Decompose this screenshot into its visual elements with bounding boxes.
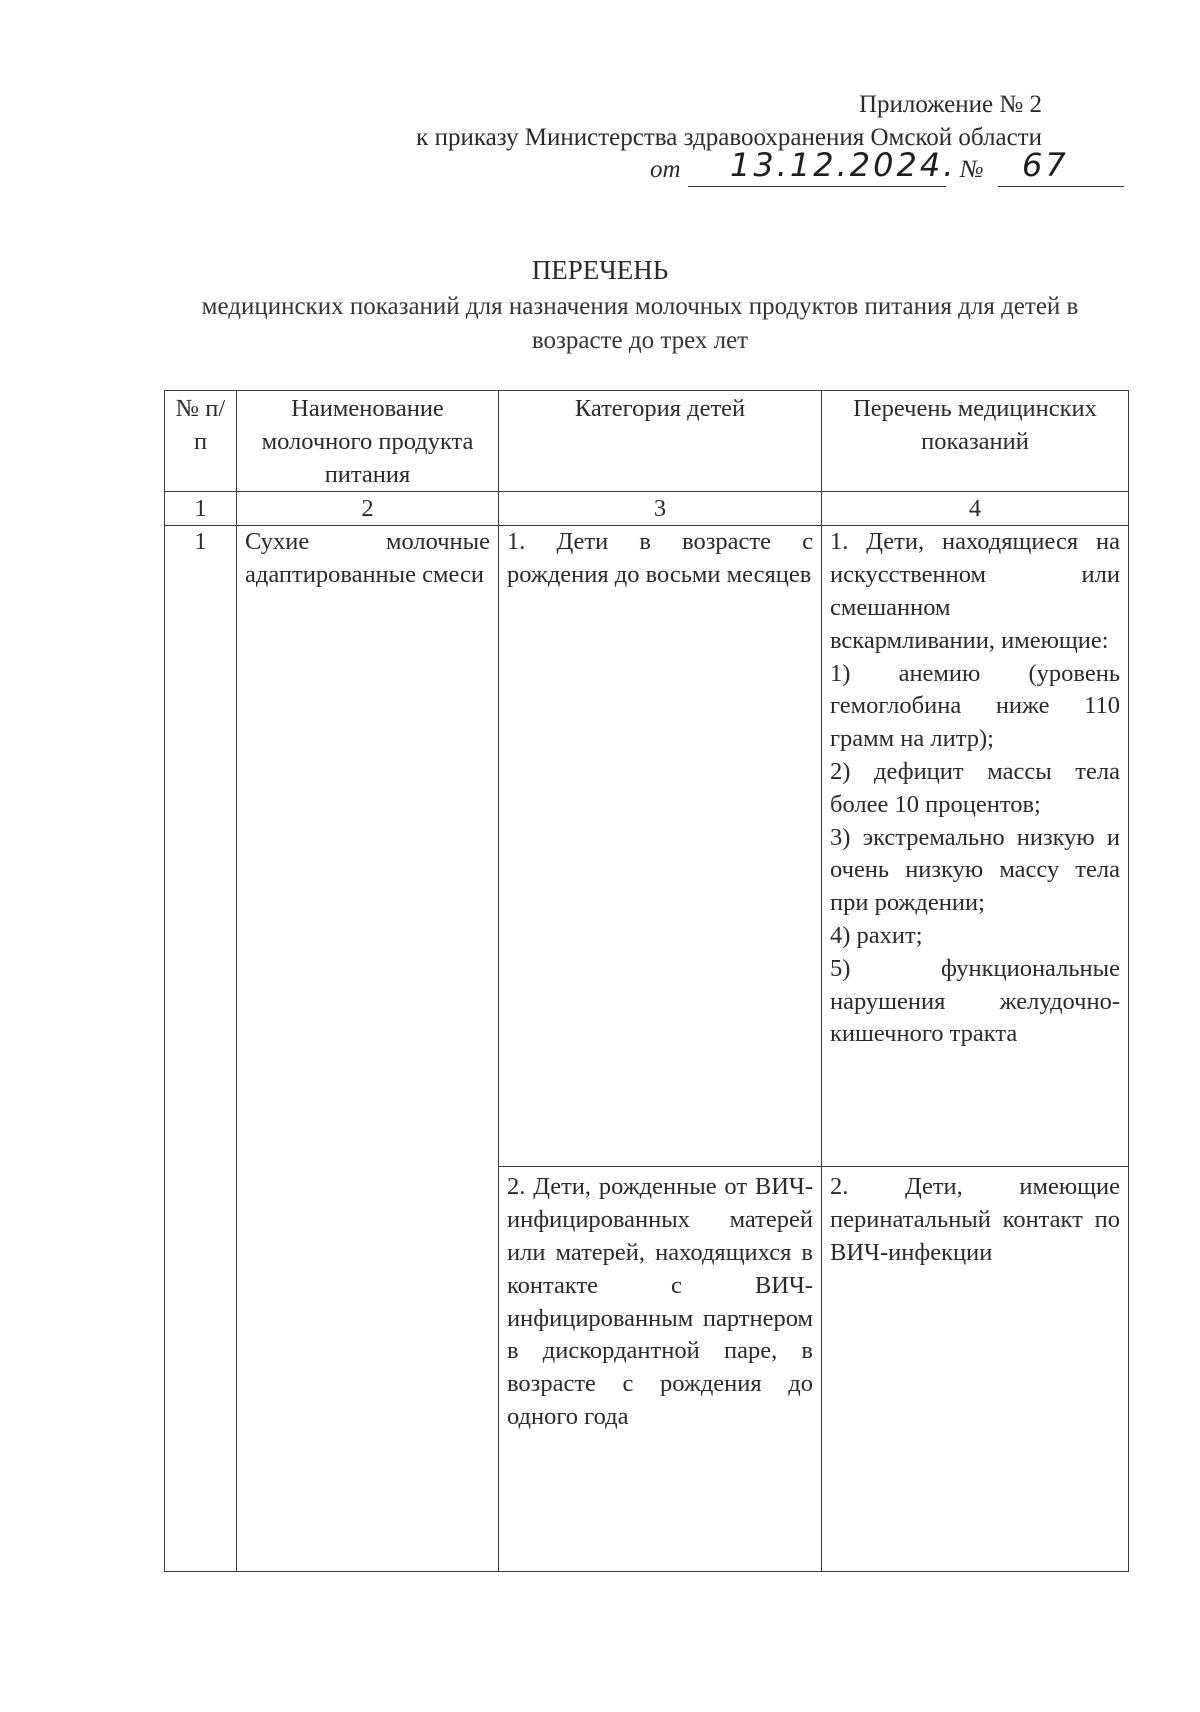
header-product: Наименование молочного продукта питания — [237, 391, 499, 492]
date-underline — [688, 186, 946, 187]
indication-item: 3) экстремально низкую и очень низкую массу тела при рождении; — [830, 823, 1120, 917]
column-number: 1 — [165, 492, 237, 526]
indication-item: 1) анемию (уровень гемоглобина ниже 110 грамм на литр); — [830, 659, 1120, 753]
number-label: № — [960, 156, 984, 183]
document-title: ПЕРЕЧЕНЬ — [531, 255, 669, 285]
indication-item: 2) дефицит массы тела более 10 процентов; — [830, 757, 1120, 818]
number-underline — [998, 186, 1124, 187]
row-number: 1 — [165, 526, 237, 1572]
indications-intro: 1. Дети, находящиеся на искусственном или смешанном вскармливании, имеющие: — [830, 528, 1120, 654]
indication-item: 5) функциональные нарушения желудочно-кишечного тракта — [830, 954, 1120, 1048]
document-subtitle: медицинских показаний для назначения молочных продуктов питания для детей в возрасте до трех лет — [201, 293, 1079, 354]
order-reference: к приказу Министерства здравоохранения Омской области — [416, 124, 1042, 151]
handwritten-number: 67 — [1022, 146, 1069, 184]
appendix-header — [416, 88, 1042, 154]
handwritten-date: 13.12.2024. — [730, 146, 957, 184]
column-number-row — [165, 492, 1129, 526]
indications-cell: 2. Дети, имеющие перинатальный контакт по ВИЧ-инфекции — [822, 1167, 1129, 1572]
header-category: Категория детей — [499, 391, 822, 492]
order-date-number-line — [650, 146, 1125, 192]
category-cell: 1. Дети в возрасте с рождения до восьми месяцев — [499, 526, 822, 1167]
header-num: № п/п — [165, 391, 237, 492]
header-indications: Перечень медицинских показаний — [822, 391, 1129, 492]
product-name: Сухие молочные адаптированные смеси — [237, 526, 499, 1572]
column-number: 3 — [499, 492, 822, 526]
table-header-row — [165, 391, 1129, 492]
indications-cell — [822, 526, 1129, 1167]
indications-table — [164, 390, 1129, 1572]
table-row — [165, 526, 1129, 1167]
date-label: от — [650, 156, 681, 183]
appendix-title: Приложение № 2 — [858, 91, 1042, 118]
column-number: 2 — [237, 492, 499, 526]
indication-item: 4) рахит; — [830, 921, 923, 949]
column-number: 4 — [822, 492, 1129, 526]
category-cell: 2. Дети, рожденные от ВИЧ-инфицированных матерей или матерей, находящихся в контакте с ВИЧ-инфицированным партнером в дискордантной паре, в возрасте с рождения до одного года — [499, 1167, 822, 1572]
